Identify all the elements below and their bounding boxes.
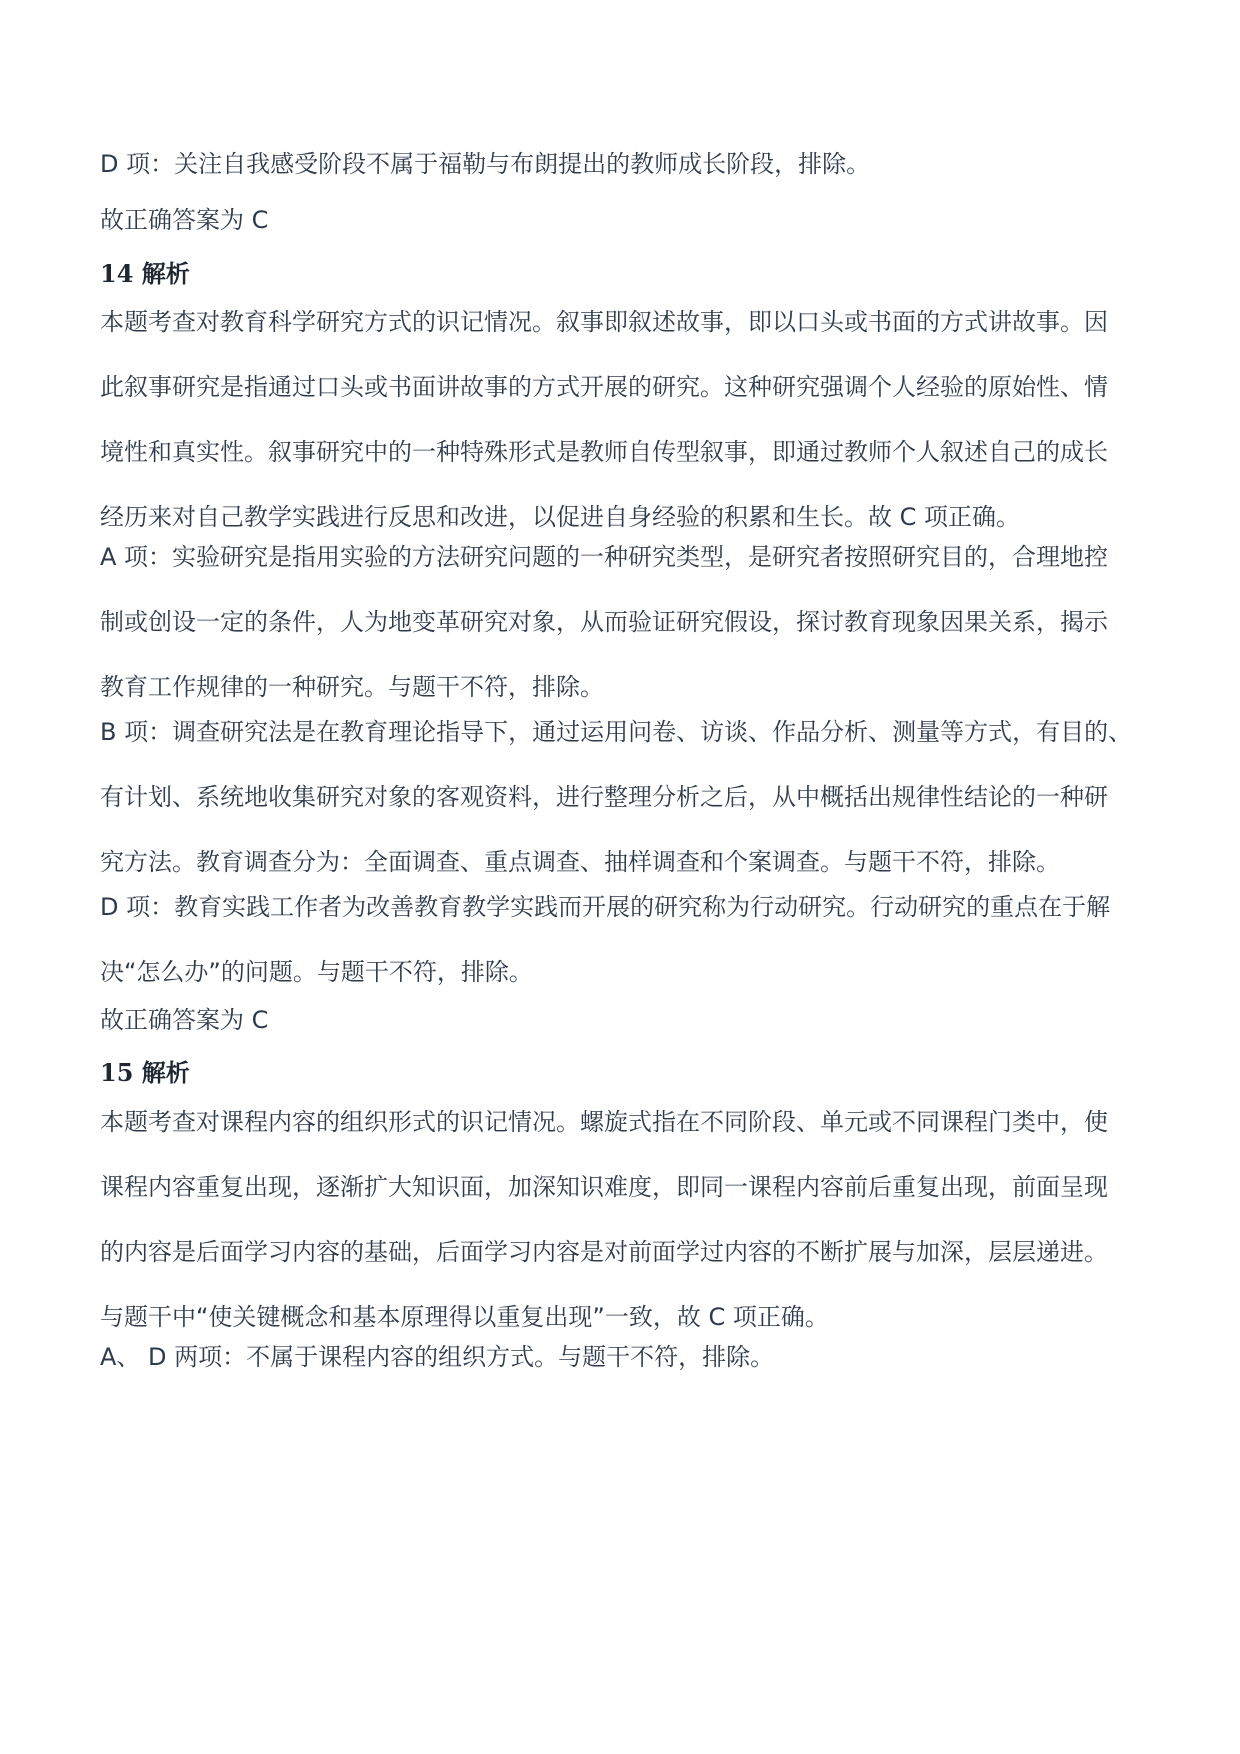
q14-option-a xyxy=(100,525,1160,720)
q14-option-b xyxy=(100,700,1160,895)
q14-option-d-line: 决“怎么办”的问题。与题干不符，排除。 xyxy=(100,958,533,986)
q15-option-ad-line: A、 D 两项：不属于课程内容的组织方式。与题干不符，排除。 xyxy=(100,1343,775,1371)
q14-analysis-line: 境性和真实性。叙事研究中的一种特殊形式是教师自传型叙事，即通过教师个人叙述自己的成长 xyxy=(100,438,1108,466)
q14-option-a-line: 教育工作规律的一种研究。与题干不符，排除。 xyxy=(100,673,604,701)
q14-option-a-line: A 项：实验研究是指用实验的方法研究问题的一种研究类型，是研究者按照研究目的，合理地控 xyxy=(100,543,1109,571)
q14-option-d xyxy=(100,875,1160,1005)
prev-option-d: D 项：关注自我感受阶段不属于福勒与布朗提出的教师成长阶段，排除。 xyxy=(100,150,871,178)
q14-option-b-line: 究方法。教育调查分为：全面调查、重点调查、抽样调查和个案调查。与题干不符，排除。 xyxy=(100,848,1060,876)
q14-option-b-line: B 项：调查研究法是在教育理论指导下，通过运用问卷、访谈、作品分析、测量等方式，有目的、 xyxy=(100,718,1133,746)
q15-analysis-line: 课程内容重复出现，逐渐扩大知识面，加深知识难度，即同一课程内容前后重复出现，前面呈现 xyxy=(100,1173,1108,1201)
q15-heading: 15 解析 xyxy=(100,1058,190,1087)
q15-analysis-line: 与题干中“使关键概念和基本原理得以重复出现”一致，故 C 项正确。 xyxy=(100,1303,829,1331)
q14-answer: 故正确答案为 C xyxy=(100,1006,269,1034)
q14-analysis-line: 此叙事研究是指通过口头或书面讲故事的方式开展的研究。这种研究强调个人经验的原始性、情 xyxy=(100,373,1108,401)
q14-analysis-line: 经历来对自己教学实践进行反思和改进，以促进自身经验的积累和生长。故 C 项正确。 xyxy=(100,503,1021,531)
q14-option-d-line: D 项：教育实践工作者为改善教育教学实践而开展的研究称为行动研究。行动研究的重点在于解 xyxy=(100,893,1111,921)
q14-analysis-line: 本题考查对教育科学研究方式的识记情况。叙事即叙述故事，即以口头或书面的方式讲故事。因 xyxy=(100,308,1108,336)
prev-answer: 故正确答案为 C xyxy=(100,206,269,234)
q15-analysis-line: 的内容是后面学习内容的基础，后面学习内容是对前面学过内容的不断扩展与加深，层层递进。 xyxy=(100,1238,1108,1266)
q14-heading: 14 解析 xyxy=(100,259,190,288)
q14-analysis-paragraph xyxy=(100,290,1160,550)
q15-analysis-line: 本题考查对课程内容的组织形式的识记情况。螺旋式指在不同阶段、单元或不同课程门类中，使 xyxy=(100,1108,1108,1136)
q14-option-b-line: 有计划、系统地收集研究对象的客观资料，进行整理分析之后，从中概括出规律性结论的一种研 xyxy=(100,783,1108,811)
q15-option-ad xyxy=(100,1325,1160,1390)
q15-analysis-paragraph xyxy=(100,1090,1160,1350)
q14-option-a-line: 制或创设一定的条件，人为地变革研究对象，从而验证研究假设，探讨教育现象因果关系，揭示 xyxy=(100,608,1108,636)
